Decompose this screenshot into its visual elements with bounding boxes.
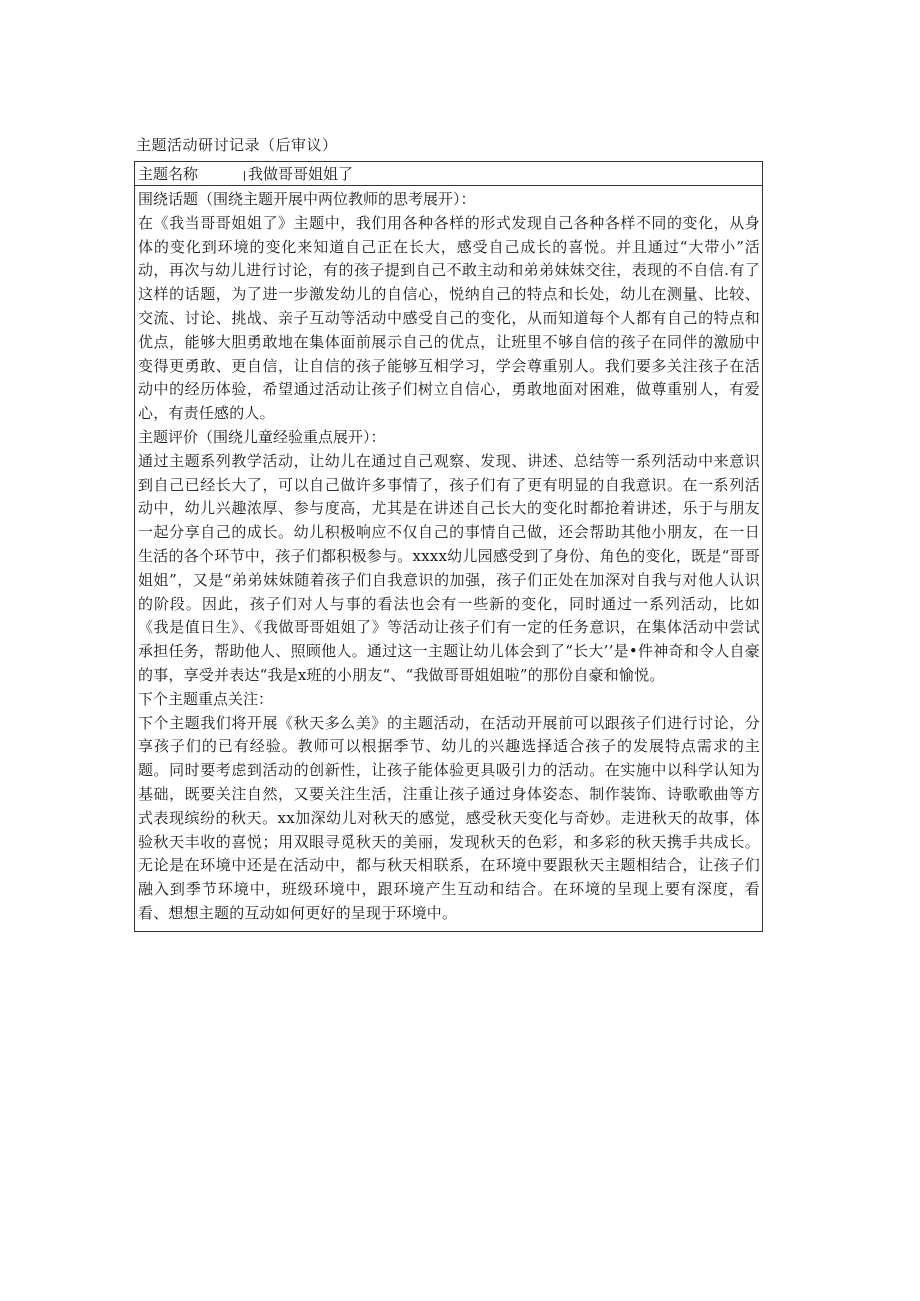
evaluation-paragraph: 通过主题系列教学活动，让幼儿在通过自己观察、发现、讲述、总结等一系列活动中来意识到自己已经长大了，可以自己做许多事情了，孩子们有了更有明显的自我意识。在一系列活动中，幼儿兴趣浓厚、参与度高，尤其是在讲述自己长大的变化时都抢着讲述，乐于与朋友一起分享自己的成长。幼儿积极响应不仅自己的事情自己做，还会帮助其他小朋友，在一日生活的各个环节中，孩子们都积极参与。xxxx幼儿园感受到了身份、角色的变化，既是“哥哥姐姐”，又是“弟弟妹妹随着孩子们自我意识的加强，孩子们正处在加深对自我与对他人认识的阶段。因此，孩子们对人与事的看法也会有一些新的变化，同时通过一系列活动，比如《我是值日生》、《我做哥哥姐姐了》等活动让孩子们有一定的任务意识，在集体活动中尝试承担任务，帮助他人、照顾他人。通过这一主题让幼儿体会到了“长大’’是•件神奇和令人自豪的事，享受并表达“我是x班的小朋友“、“我做哥哥姐姐啦”的那份自豪和愉悦。 xyxy=(138,451,760,684)
topic-paragraph: 在《我当哥哥姐姐了》主题中，我们用各种各样的形式发现自己各种各样不同的变化，从身体的变化到环境的变化来知道自己正在长大，感受自己成长的喜悦。并且通过“大带小”活动，再次与幼儿进行讨论，有的孩子提到自己不敢主动和弟弟妹妹交往，表现的不自信.有了这样的话题，为了进一步激发幼儿的自信心，悦纳自己的特点和长处，幼儿在测量、比较、交流、讨论、挑战、亲子互动等活动中感受自己的变化，从而知道每个人都有自己的特点和优点，能够大胆勇敢地在集体面前展示自己的优点，让班里不够自信的孩子在同伴的激励中变得更勇敢、更自信，让自信的孩子能够互相学习，学会尊重别人。我们要多关注孩子在活动中的经历体验，希望通过活动让孩子们树立自信心，勇敢地面对困难，做尊重别人，有爱心，有责任感的人。 xyxy=(138,213,760,423)
next-focus-heading: 下个主题重点关注： xyxy=(138,689,274,708)
next-focus-paragraph: 下个主题我们将开展《秋天多么美》的主题活动，在活动开展前可以跟孩子们进行讨论，分享孩子们的已有经验。教师可以根据季节、幼儿的兴趣选择适合孩子的发展特点需求的主题。同时要考虑到活动的创新性，让孩子能体验更具吸引力的活动。在实施中以科学认知为基础，既要关注自然，又要关注生活，注重让孩子通过身体姿态、制作装饰、诗歌歌曲等方式表现缤纷的秋天。xx加深幼儿对秋天的感觉，感受秋天变化与奇妙。走进秋天的故事，体验秋天丰收的喜悦；用双眼寻觅秋天的美丽，发现秋天的色彩，和多彩的秋天携手共成长。无论是在环境中还是在活动中，都与秋天相联系，在环境中要跟秋天主题相结合，让孩子们融入到季节环境中，班级环境中，跟环境产生互动和结合。在环境的呈现上要有深度，看看、想想主题的互动如何更好的呈现于环境中。 xyxy=(138,713,760,922)
theme-name-value: 我做哥哥姐姐了 xyxy=(248,165,354,183)
record-content xyxy=(138,188,760,926)
theme-name-row xyxy=(135,162,762,186)
theme-name-label: 主题名称 xyxy=(138,165,199,183)
column-divider xyxy=(244,171,245,181)
topic-heading: 围绕话题（围绕主题开展中两位教师的思考展开）： xyxy=(138,190,476,208)
record-table xyxy=(134,161,763,932)
evaluation-heading: 主题评价（围绕儿童经验重点展开）： xyxy=(138,427,386,446)
page-title: 主题活动研讨记录（后审议） xyxy=(136,136,338,154)
